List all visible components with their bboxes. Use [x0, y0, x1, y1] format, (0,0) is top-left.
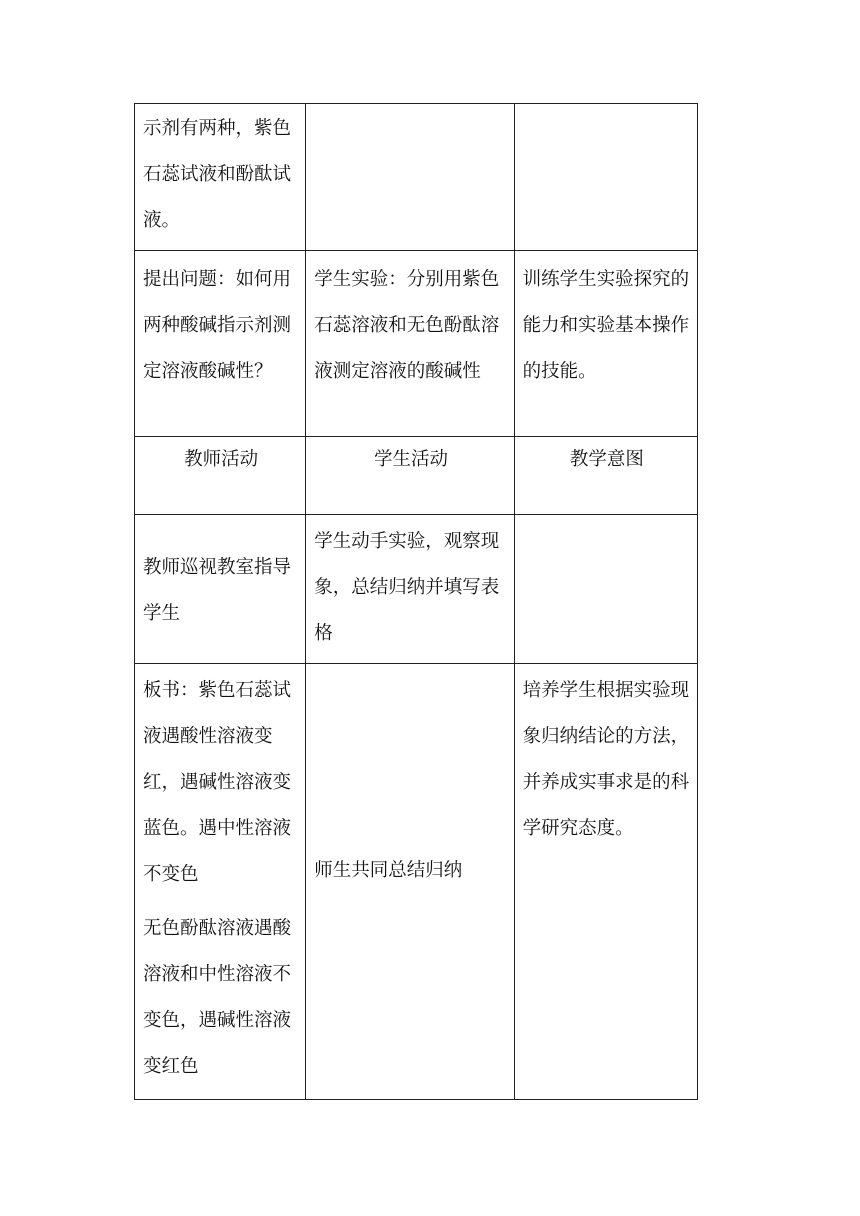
lesson-plan-table	[134, 103, 698, 1100]
table-row	[135, 251, 698, 437]
header-text: 学生活动	[373, 449, 448, 470]
student-activity-cell	[306, 104, 514, 251]
cell-text: 无色酚酞溶液遇酸溶液和中性溶液不变色，遇碱性溶液变红色	[143, 918, 292, 1077]
table-row	[135, 515, 698, 664]
student-activity-cell	[306, 251, 514, 437]
teaching-intent-cell	[514, 251, 697, 437]
teacher-activity-cell	[135, 251, 306, 437]
cell-text: 板书：紫色石蕊试液遇酸性溶液变红，遇碱性溶液变蓝色。遇中性溶液不变色	[143, 680, 292, 885]
cell-text: 训练学生实验探究的能力和实验基本操作的技能。	[522, 269, 690, 382]
teacher-activity-cell	[135, 664, 306, 1100]
student-activity-cell	[306, 664, 514, 1100]
teaching-intent-cell	[514, 515, 697, 664]
cell-text: 示剂有两种，紫色石蕊试液和酚酞试液。	[143, 118, 292, 231]
table-row	[135, 104, 698, 251]
header-student-activity	[306, 437, 514, 515]
header-text: 教学意图	[569, 449, 644, 470]
teacher-activity-cell	[135, 104, 306, 251]
header-teacher-activity	[135, 437, 306, 515]
teaching-intent-cell	[514, 664, 697, 1100]
teaching-intent-cell	[514, 104, 697, 251]
student-activity-cell	[306, 515, 514, 664]
table-row	[135, 664, 698, 1100]
teacher-activity-cell	[135, 515, 306, 664]
cell-text: 学生实验：分别用紫色石蕊溶液和无色酚酞溶液测定溶液的酸碱性	[314, 269, 500, 382]
cell-text: 提出问题：如何用两种酸碱指示剂测定溶液酸碱性？	[143, 269, 292, 382]
header-text: 教师活动	[184, 449, 259, 470]
cell-text: 师生共同总结归纳	[314, 859, 463, 881]
cell-text: 教师巡视教室指导学生	[143, 557, 292, 624]
header-teaching-intent	[514, 437, 697, 515]
cell-text: 培养学生根据实验现象归纳结论的方法，并养成实事求是的科学研究态度。	[522, 680, 690, 839]
cell-text: 学生动手实验，观察现象，总结归纳并填写表格	[314, 531, 500, 644]
table-header-row	[135, 437, 698, 515]
